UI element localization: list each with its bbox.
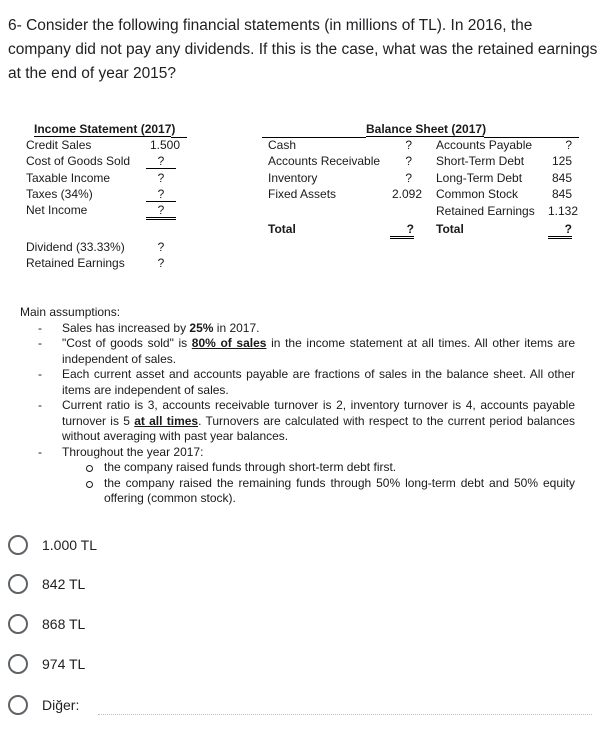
- asset-value-fixed-assets: 2.092: [391, 187, 422, 201]
- balance-total-liabilities: ?: [548, 222, 572, 239]
- option-842[interactable]: [8, 572, 85, 596]
- liability-value-short-term-debt: 125: [551, 154, 572, 168]
- option-label: Diğer:: [42, 697, 80, 713]
- assumption-2-text-end: in the income statement at all times. All other items are independent of sales.: [62, 336, 575, 366]
- assumption-1-text: Sales has increased by: [62, 320, 190, 335]
- assumption-2-text: "Cost of goods sold" is: [62, 336, 192, 350]
- balance-title-rule-right: [484, 122, 579, 138]
- income-label-credit-sales: Credit Sales: [26, 138, 92, 152]
- asset-label-fixed-assets: Fixed Assets: [268, 187, 337, 201]
- balance-total-label-liabilities: Total: [436, 222, 464, 236]
- assumptions-block: [20, 305, 575, 507]
- option-label: 868 TL: [42, 616, 86, 632]
- assumption-1-text-end: in 2017.: [213, 320, 260, 335]
- assumption-ratios: [20, 398, 575, 445]
- asset-value-cash: ?: [405, 138, 412, 152]
- assumptions-heading: Main assumptions:: [20, 305, 121, 319]
- option-label: 1.000 TL: [42, 537, 98, 553]
- liability-label-short-term-debt: Short-Term Debt: [436, 154, 525, 168]
- income-value-net-income: ?: [146, 203, 176, 220]
- liability-label-retained-earnings: Retained Earnings: [436, 204, 535, 218]
- radio-circle-icon[interactable]: [8, 535, 28, 555]
- radio-circle-icon[interactable]: [8, 574, 28, 594]
- income-label-taxable-income: Taxable Income: [26, 171, 111, 185]
- assumption-2-bold: 80% of sales: [191, 336, 267, 350]
- asset-label-receivable: Accounts Receivable: [268, 154, 381, 168]
- income-value-taxes: ?: [146, 187, 176, 202]
- option-label: 842 TL: [42, 576, 86, 592]
- assumption-4-text-end: . Turnovers are calculated with respect to the current period balances without averaging with past year balances.: [62, 413, 575, 443]
- balance-sheet-title: Balance Sheet (2017): [366, 122, 487, 136]
- liability-value-retained-earnings: 1.132: [547, 204, 578, 218]
- radio-circle-icon[interactable]: [8, 695, 28, 715]
- option-1000[interactable]: [8, 533, 97, 557]
- other-text-input[interactable]: [98, 714, 592, 715]
- assumption-sub-long-term: the company raised the remaining funds through 50% long-term debt and 50% equity offering (common stock).: [20, 476, 575, 507]
- asset-value-inventory: ?: [405, 171, 412, 185]
- income-title-rule: [171, 122, 187, 138]
- assumption-4-bold: at all times: [134, 413, 199, 428]
- option-other[interactable]: [8, 693, 79, 717]
- income-value-credit-sales: 1.500: [149, 138, 180, 152]
- income-label-taxes: Taxes (34%): [26, 187, 93, 201]
- radio-circle-icon[interactable]: [8, 614, 28, 634]
- income-value-retained-earnings: ?: [157, 256, 165, 270]
- assumption-sub-short-term: the company raised funds through short-term debt first.: [20, 460, 575, 476]
- asset-label-inventory: Inventory: [268, 171, 318, 185]
- asset-label-cash: Cash: [268, 138, 297, 152]
- balance-title-rule-left: [262, 122, 366, 138]
- option-label: 974 TL: [42, 656, 86, 672]
- assumption-sales-growth: [20, 321, 575, 337]
- income-value-cogs: ?: [146, 154, 176, 169]
- income-statement: [0, 0, 611, 300]
- option-868[interactable]: [8, 612, 85, 636]
- assumption-cogs: [20, 336, 575, 367]
- income-label-cogs: Cost of Goods Sold: [26, 154, 131, 168]
- balance-total-label-assets: Total: [268, 222, 296, 236]
- option-974[interactable]: [8, 652, 85, 676]
- income-value-dividend: ?: [157, 240, 165, 254]
- assumption-current-assets: - Each current asset and accounts payable are fractions of sales in the balance sheet. All other items are independent of sales.: [20, 367, 575, 398]
- liability-label-long-term-debt: Long-Term Debt: [436, 171, 523, 185]
- assumption-1-bold: 25%: [189, 320, 214, 335]
- assumptions-list: [20, 321, 575, 507]
- asset-value-receivable: ?: [405, 154, 412, 168]
- liability-value-long-term-debt: 845: [551, 171, 572, 185]
- income-statement-title: Income Statement (2017): [34, 122, 176, 136]
- income-label-net-income: Net Income: [26, 203, 88, 217]
- liability-label-accounts-payable: Accounts Payable: [436, 138, 533, 152]
- balance-total-assets: ?: [390, 222, 414, 239]
- liability-label-common-stock: Common Stock: [436, 187, 519, 201]
- radio-circle-icon[interactable]: [8, 654, 28, 674]
- income-label-dividend: Dividend (33.33%): [26, 240, 125, 254]
- liability-value-common-stock: 845: [551, 187, 572, 201]
- income-label-retained-earnings: Retained Earnings: [26, 256, 125, 270]
- income-value-taxable-income: ?: [157, 171, 165, 185]
- question-text: 6- Consider the following financial statements (in millions of TL). In 2016, the company did not pay any dividends. If this is the case, what was the retained earnings at the end of year 2015?: [8, 17, 598, 82]
- liability-value-accounts-payable: ?: [565, 138, 572, 152]
- assumption-4-text: Current ratio is 3, accounts receivable turnover is 2, inventory turnover is 4, accounts payable turnover is 5: [62, 398, 575, 428]
- assumption-throughout-2017: - Throughout the year 2017:: [20, 445, 575, 461]
